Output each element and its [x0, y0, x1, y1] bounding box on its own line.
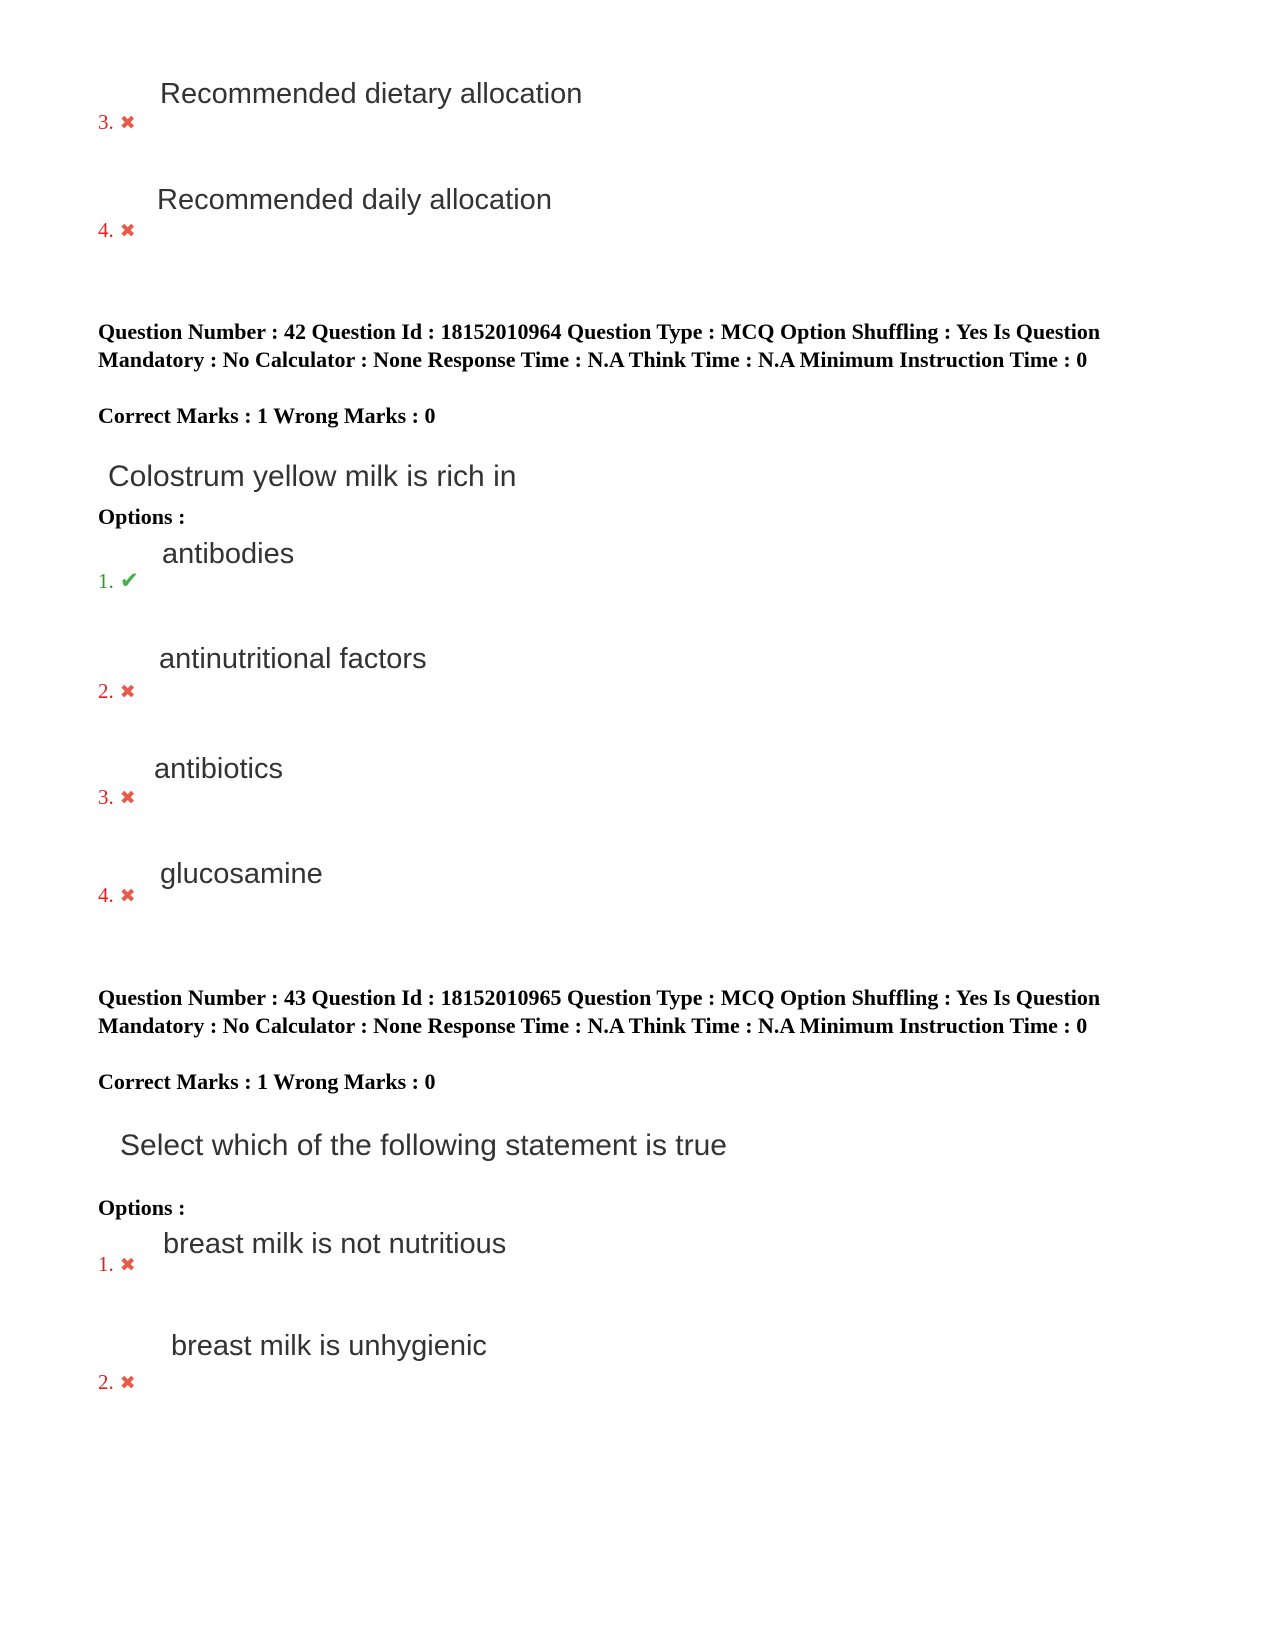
option-number: 1. ✖ [98, 1252, 136, 1276]
question-43-text: Select which of the following statement is true [120, 1129, 727, 1162]
option-number: 3. ✖ [98, 785, 136, 809]
cross-icon: ✖ [119, 112, 136, 134]
question-42-meta: Question Number : 42 Question Id : 18152010964 Question Type : MCQ Option Shuffling : Yes Is Question Mandatory : No Calculator : None Response Time : N.A Think Time : N.A Minimum Instruction Time : 0 [98, 319, 1101, 372]
cross-icon: ✖ [119, 885, 136, 907]
option-text: breast milk is not nutritious [163, 1228, 507, 1260]
option-number: 1. ✔ [98, 568, 140, 594]
option-text: antibodies [162, 538, 295, 570]
option-number: 3. ✖ [98, 110, 136, 134]
question-43-meta: Question Number : 43 Question Id : 18152010965 Question Type : MCQ Option Shuffling : Yes Is Question Mandatory : No Calculator : None Response Time : N.A Think Time : N.A Minimum Instruction Time : 0 [98, 985, 1101, 1038]
cross-icon: ✖ [119, 681, 136, 703]
cross-icon: ✖ [119, 787, 136, 809]
option-text: breast milk is unhygienic [171, 1330, 487, 1362]
option-text: antinutritional factors [159, 643, 427, 675]
option-number: 2. ✖ [98, 1370, 136, 1394]
option-number: 4. ✖ [98, 218, 136, 242]
check-icon: ✔ [119, 568, 140, 594]
question-43-marks: Correct Marks : 1 Wrong Marks : 0 [98, 1069, 436, 1094]
question-42-text: Colostrum yellow milk is rich in [108, 460, 517, 493]
option-text: Recommended dietary allocation [160, 78, 583, 110]
option-text: glucosamine [160, 858, 323, 890]
option-number: 4. ✖ [98, 883, 136, 907]
option-text: Recommended daily allocation [157, 184, 552, 216]
option-number: 2. ✖ [98, 679, 136, 703]
cross-icon: ✖ [119, 220, 136, 242]
cross-icon: ✖ [119, 1372, 136, 1394]
question-42-options-label: Options : [98, 504, 186, 529]
cross-icon: ✖ [119, 1254, 136, 1276]
question-43-options-label: Options : [98, 1195, 186, 1220]
question-42-marks: Correct Marks : 1 Wrong Marks : 0 [98, 403, 436, 428]
option-text: antibiotics [154, 753, 283, 785]
